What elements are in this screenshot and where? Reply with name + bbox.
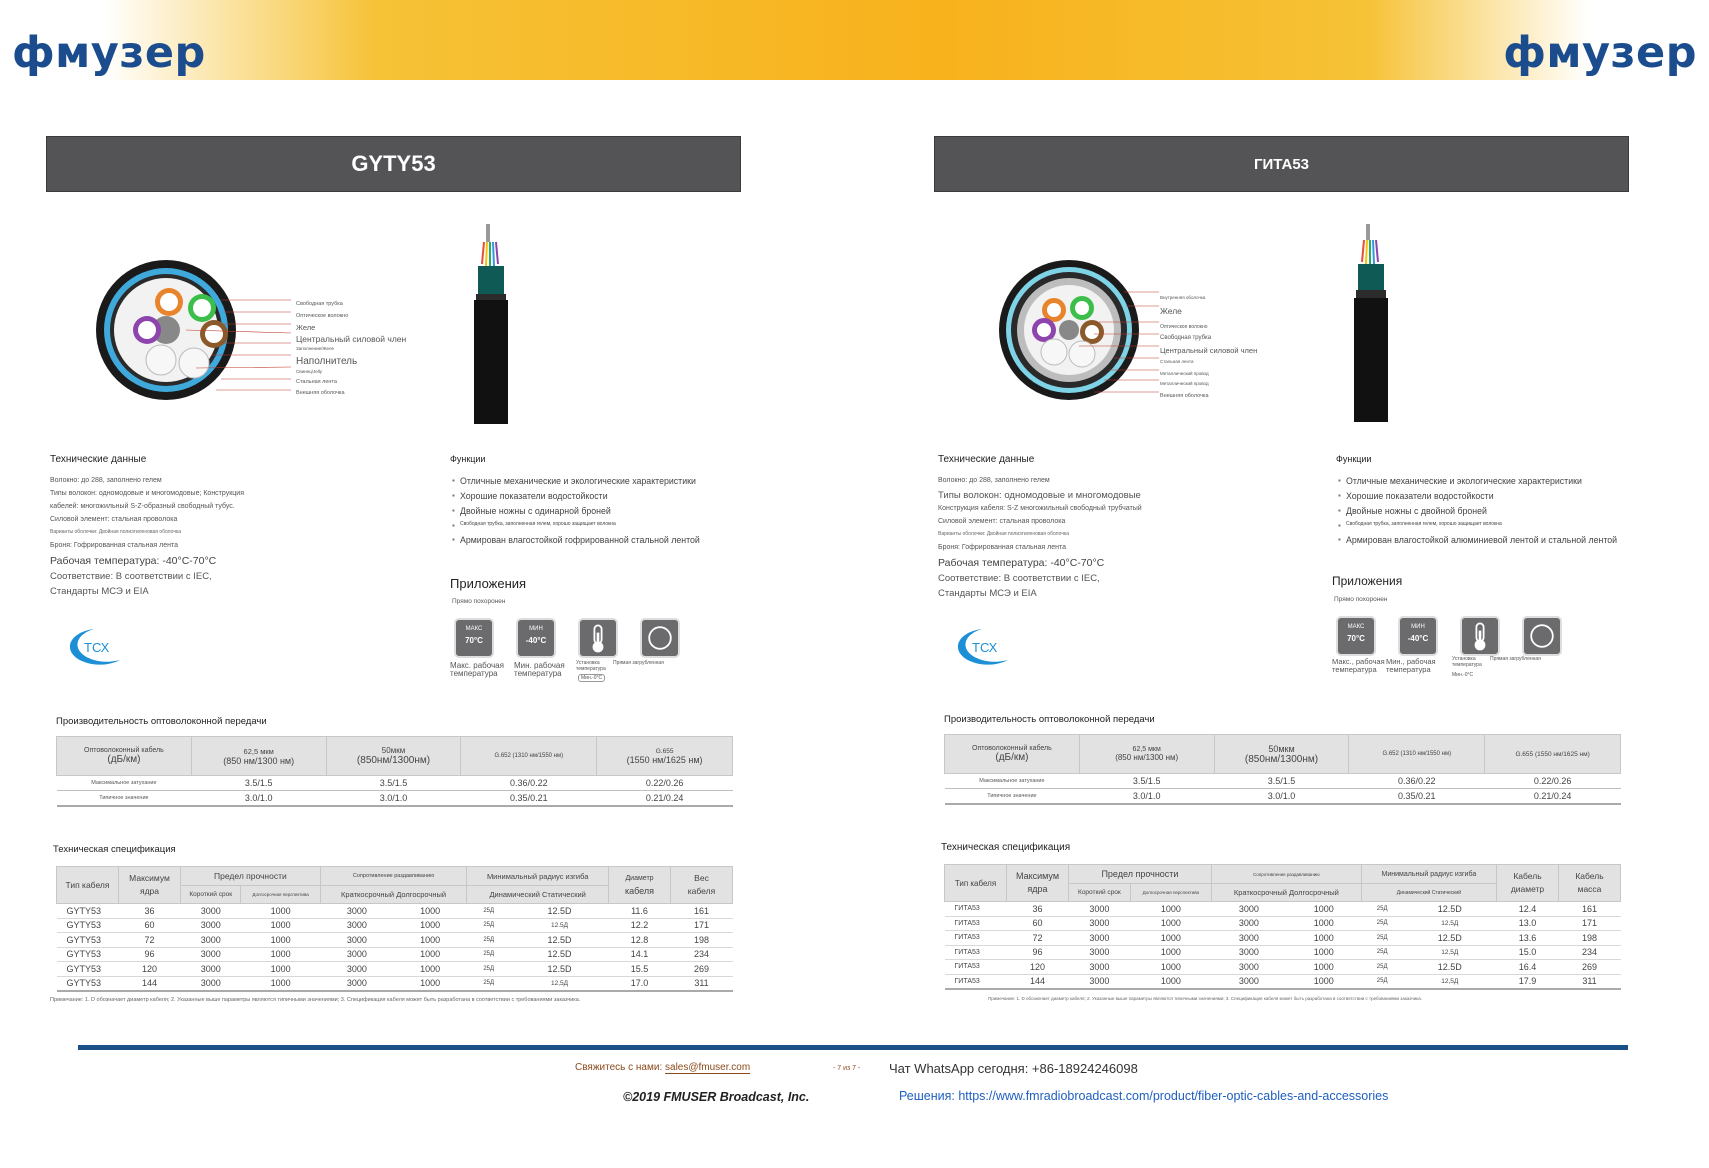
table-cell: 13.0 <box>1497 916 1559 931</box>
thermometer-icon <box>578 618 618 658</box>
table-cell: 25Д <box>1361 960 1403 975</box>
table-cell: GYTY53 <box>57 947 119 962</box>
table-cell: ГИТА53 <box>945 945 1007 960</box>
cs-label-9: Внешняя оболочка <box>1160 393 1209 399</box>
table-cell: 3000 <box>1211 931 1286 946</box>
performance-table: Оптоволоконный кабель (дБ/км) 62,5 мкм (850 нм/1300 нм) 50мкм (850нм/1300нм) G.652 (1310 нм/1550 нм) G.655 (1550 нм/1625 нм) Максимальное затухание 3.5/1.5 3.5/1.5 0.36/0.22 0.22/0.26 Типичное значение 3.0/1.0 3.0/1.0 0.35/0.21 0.21/0.24 <box>944 734 1621 805</box>
table-cell: 1000 <box>394 976 467 991</box>
table-cell: 15.5 <box>609 962 671 977</box>
table-row: Максимальное затухание 3.5/1.5 3.5/1.5 0.36/0.22 0.22/0.26 <box>57 776 733 791</box>
table-cell: 12.5D <box>1403 902 1496 917</box>
table-cell: 12.5D <box>511 962 609 977</box>
spec-line: Соответствие: В соответствии с IEC, <box>50 571 212 582</box>
table-cell: 3000 <box>1069 902 1131 917</box>
table-cell: 17.9 <box>1497 974 1559 989</box>
feature-item: ▪ Свободная трубка, заполненная гелем, хорошо защищает волокна <box>1336 521 1626 527</box>
table-cell: ГИТА53 <box>945 931 1007 946</box>
table-cell: 12.2 <box>609 918 671 933</box>
applications-subtitle: Прямо похоронен <box>1334 596 1388 603</box>
table-cell: 25Д <box>467 947 511 962</box>
product-title: GYTY53 <box>46 136 741 192</box>
cable-photo <box>456 224 526 424</box>
table-cell: 12.5D <box>511 933 609 948</box>
table-row: Типичное значение 3.0/1.0 3.0/1.0 0.35/0.21 0.21/0.24 <box>57 791 733 806</box>
table-cell: 3000 <box>320 933 393 948</box>
applications-title: Приложения <box>1332 574 1403 588</box>
table-row <box>57 962 733 977</box>
table-row <box>57 933 733 948</box>
table-cell: 12,5Д <box>1403 974 1496 989</box>
table-cell: 198 <box>671 933 733 948</box>
cs-label-3: Желе <box>296 323 316 332</box>
datasheet-page-left <box>46 136 746 1003</box>
feature-item: ▪ Отличные механические и экологические характеристики <box>1336 476 1626 486</box>
table-cell: 3000 <box>1069 945 1131 960</box>
table-cell: 25Д <box>1361 931 1403 946</box>
table-cell: 12.5D <box>1403 931 1496 946</box>
thermometer-icon <box>1460 616 1500 656</box>
table-cell: 3000 <box>181 947 241 962</box>
table-cell: 12.5Д <box>511 918 609 933</box>
table-cell: 1000 <box>1130 945 1211 960</box>
table-cell: 1000 <box>1286 974 1361 989</box>
applications-title: Приложения <box>450 576 527 591</box>
ring-icon <box>640 618 680 658</box>
table-cell: 60 <box>119 918 181 933</box>
feature-item: ▪ Хорошие показатели водостойкости <box>450 491 740 501</box>
footer-whatsapp: Чат WhatsApp сегодня: +86-18924246098 <box>889 1061 1138 1076</box>
technical-data-title: Технические данные <box>938 454 1035 465</box>
table-cell: 161 <box>1559 902 1621 917</box>
table-cell: 3000 <box>1069 960 1131 975</box>
app-caption: Установка температура <box>576 660 606 672</box>
table-footnote: Примечание: 1. D обозначает диаметр кабеля; 2. Указанные выше параметры являются типичными значениями; 3. Спецификация кабеля может быть разработана в соответствии с требованиями заказчика. <box>988 996 1422 1001</box>
table-cell: 3000 <box>1069 916 1131 931</box>
table-cell: GYTY53 <box>57 976 119 991</box>
table-cell: 120 <box>1007 960 1069 975</box>
max-temp-icon: МАКС 70°C <box>1336 616 1376 656</box>
tech-spec-title: Техническая спецификация <box>53 844 176 855</box>
spec-line: Конструкция кабеля: S-Z многожильный свободный трубчатый <box>938 505 1142 512</box>
spec-line: Варианты оболочки: Двойная полиэтиленовая оболочка <box>938 531 1070 537</box>
table-cell: 1000 <box>1286 960 1361 975</box>
spec-line: Типы волокон: одномодовые и многомодовые; Конструкция <box>50 490 244 497</box>
table-cell: 13.6 <box>1497 931 1559 946</box>
table-row <box>945 931 1621 946</box>
table-cell: 3000 <box>181 962 241 977</box>
max-temp-icon: МАКС 70°C <box>454 618 494 658</box>
cs-label-2: Желе <box>1160 306 1182 316</box>
table-cell: 1000 <box>241 947 320 962</box>
tcx-logo-text: ТСХ <box>84 640 110 655</box>
spec-line: Стандарты МСЭ и EIA <box>938 588 1037 599</box>
table-cell: 144 <box>1007 974 1069 989</box>
table-cell: 1000 <box>1130 916 1211 931</box>
header-band <box>0 0 1709 80</box>
table-cell: 144 <box>119 976 181 991</box>
cable-cross-section-diagram <box>934 230 1314 430</box>
table-cell: GYTY53 <box>57 933 119 948</box>
min-temp-icon: МИН -40°C <box>1398 616 1438 656</box>
ring-icon <box>1522 616 1562 656</box>
table-cell: ГИТА53 <box>945 960 1007 975</box>
technical-data-section <box>938 454 1318 603</box>
feature-item: ▪ Двойные ножны с двойной броней <box>1336 506 1626 516</box>
spec-line: Броня: Гофрированная стальная лента <box>50 542 178 549</box>
app-caption: Прямая загрубленная <box>613 660 664 666</box>
table-cell: ГИТА53 <box>945 916 1007 931</box>
cs-label-1: Свободная трубка <box>296 301 343 307</box>
feature-item: ▪ Отличные механические и экологические характеристики <box>450 476 740 486</box>
spec-line: Силовой элемент: стальная проволока <box>50 516 178 523</box>
table-cell: 36 <box>119 904 181 919</box>
datasheet-page-right <box>934 136 1634 1001</box>
spec-line: Волокно: до 288, заполнено гелем <box>938 477 1050 484</box>
table-row <box>945 945 1621 960</box>
performance-table: Оптоволоконный кабель (дБ/км) 62,5 мкм (850 нм/1300 нм) 50мкм (850нм/1300нм) G.652 (1310 нм/1550 нм) G.655 (1550 нм/1625 нм) Максимальное затухание 3.5/1.5 3.5/1.5 0.36/0.22 0.22/0.26 Типичное значение 3.0/1.0 3.0/1.0 0.35/0.21 0.21/0.24 <box>56 736 733 807</box>
footer-contact <box>575 1062 750 1073</box>
table-footnote: Примечание: 1. D обозначает диаметр кабеля; 2. Указанные выше параметры являются типичными значениями; 3. Спецификация кабеля может быть разработана в соответствии с требованиями заказчика. <box>50 997 581 1003</box>
table-cell: 1000 <box>1130 902 1211 917</box>
table-cell: 3000 <box>1211 974 1286 989</box>
table-row <box>945 974 1621 989</box>
cs-label-4: Свободная трубка <box>1160 335 1212 341</box>
table-cell: 36 <box>1007 902 1069 917</box>
table-cell: 3000 <box>1069 974 1131 989</box>
table-cell: 25Д <box>1361 974 1403 989</box>
table-cell: 1000 <box>241 976 320 991</box>
footer-contact-label: Свяжитесь с нами: <box>575 1062 666 1073</box>
table-row <box>57 918 733 933</box>
tcx-logo-text: ТСХ <box>972 640 998 655</box>
table-cell: 269 <box>1559 960 1621 975</box>
table-cell: 12.5D <box>1403 960 1496 975</box>
table-cell: 12.4 <box>1497 902 1559 917</box>
table-cell: 3000 <box>1211 960 1286 975</box>
footer-solutions <box>899 1089 1388 1103</box>
cs-label-9: Внешняя оболочка <box>296 390 345 396</box>
page-indicator: - 7 из 7 - <box>833 1065 861 1072</box>
feature-item: ▪ Армирован влагостойкой алюминиевой лентой и стальной лентой <box>1336 535 1626 545</box>
cable-photo <box>1336 224 1406 424</box>
spec-line: Стандарты МСЭ и EIA <box>50 586 149 597</box>
table-cell: 1000 <box>394 962 467 977</box>
table-cell: 16.4 <box>1497 960 1559 975</box>
table-cell: 1000 <box>241 933 320 948</box>
cs-label-3: Оптическое волокно <box>1160 324 1208 330</box>
feature-item: ▪ Хорошие показатели водостойкости <box>1336 491 1626 501</box>
tech-spec-table: Тип кабеля Максимум ядра Предел прочности Сопротивление раздавливанию Минимальный радиус изгиба Кабель диаметр Кабель масса Короткий срок Долгосрочная перспектива Краткосрочный Долгосрочный Динамический Статический ГИТА53 36 3000 1000 3000 1000 25Д 12.5D 12.4 161 ГИТА53 60 3000 1000 3000 1000 25Д 12,5Д 13.0 171 ГИТА53 72 3000 1000 3000 1000 25Д 12.5D 13.6 198 ГИТА53 96 3000 1000 3000 1000 25Д 12,5Д 15.0 234 ГИТА53 120 3000 1000 3000 1000 25Д 12.5D 16.4 269 ГИТА53 144 3000 1000 3000 1000 25Д 12,5Д 17.9 311 <box>944 864 1621 990</box>
app-caption: Макс., рабочая температура <box>1332 657 1385 674</box>
app-caption: Мин.-0°C <box>578 674 605 682</box>
table-cell: 269 <box>671 962 733 977</box>
table-cell: 72 <box>1007 931 1069 946</box>
table-cell: 25Д <box>467 918 511 933</box>
spec-line: Волокно: до 288, заполнено гелем <box>50 477 162 484</box>
cs-label-6: Стальная лента <box>1160 359 1194 364</box>
table-cell: 1000 <box>1130 931 1211 946</box>
table-cell: 1000 <box>1286 916 1361 931</box>
table-cell: ГИТА53 <box>945 974 1007 989</box>
spec-line: Варианты оболочки: Двойная полиэтиленовая оболочка <box>50 529 182 535</box>
performance-title: Производительность оптоволоконной передачи <box>56 716 267 727</box>
table-cell: 120 <box>119 962 181 977</box>
features-section <box>450 454 740 550</box>
table-cell: 3000 <box>181 933 241 948</box>
technical-data-section <box>50 454 430 601</box>
table-row <box>57 976 733 991</box>
table-cell: 25Д <box>467 933 511 948</box>
footer-solutions-link[interactable]: https://www.fmradiobroadcast.com/product/fiber-optic-cables-and-accessories <box>958 1089 1389 1103</box>
table-cell: ГИТА53 <box>945 902 1007 917</box>
spec-line: Броня: Гофрированная стальная лента <box>938 544 1066 551</box>
footer-copyright: ©2019 FMUSER Broadcast, Inc. <box>623 1090 810 1104</box>
table-cell: 72 <box>119 933 181 948</box>
footer-divider <box>78 1045 1628 1050</box>
spec-line: Рабочая температура: -40°C-70°C <box>50 555 217 567</box>
table-cell: 1000 <box>1130 974 1211 989</box>
table-row <box>945 902 1621 917</box>
table-cell: 1000 <box>394 904 467 919</box>
table-cell: 234 <box>1559 945 1621 960</box>
table-cell: 171 <box>671 918 733 933</box>
feature-item: ▪ Свободная трубка, заполненная гелем, хорошо защищает волокна <box>450 521 740 527</box>
table-cell: 12.5D <box>511 904 609 919</box>
technical-data-title: Технические данные <box>50 454 147 465</box>
table-cell: 25Д <box>1361 902 1403 917</box>
app-caption: Мин.-0°C <box>1452 672 1474 678</box>
table-cell: 1000 <box>394 947 467 962</box>
feature-item: ▪ Двойные ножны с одинарной броней <box>450 506 740 516</box>
table-cell: 25Д <box>1361 916 1403 931</box>
table-cell: GYTY53 <box>57 918 119 933</box>
table-cell: 3000 <box>1211 902 1286 917</box>
cs-label-1: Внутренняя оболочка <box>1160 295 1206 300</box>
table-cell: 12.8 <box>609 933 671 948</box>
table-cell: GYTY53 <box>57 904 119 919</box>
table-cell: 12.5D <box>511 947 609 962</box>
table-cell: 1000 <box>1286 931 1361 946</box>
table-row: Максимальное затухание 3.5/1.5 3.5/1.5 0.36/0.22 0.22/0.26 <box>945 774 1621 789</box>
table-cell: 60 <box>1007 916 1069 931</box>
table-cell: 15.0 <box>1497 945 1559 960</box>
table-cell: 1000 <box>241 918 320 933</box>
cs-label-2: Оптическое волокно <box>296 313 349 319</box>
table-cell: 12,5Д <box>1403 916 1496 931</box>
table-cell: 311 <box>1559 974 1621 989</box>
cable-cross-section-diagram <box>46 230 426 430</box>
table-cell: 3000 <box>181 904 241 919</box>
table-row: Типичное значение 3.0/1.0 3.0/1.0 0.35/0.21 0.21/0.24 <box>945 789 1621 804</box>
app-caption: Мин. рабочая температура <box>514 661 565 678</box>
table-cell: 3000 <box>320 962 393 977</box>
table-cell: 14.1 <box>609 947 671 962</box>
table-cell: 25Д <box>1361 945 1403 960</box>
app-caption: Прямая загрубленная <box>1490 656 1541 662</box>
table-cell: 1000 <box>1130 960 1211 975</box>
table-cell: 3000 <box>1069 931 1131 946</box>
table-cell: 234 <box>671 947 733 962</box>
tcx-logo <box>942 626 1012 668</box>
table-row <box>57 904 733 919</box>
spec-line: Силовой элемент: стальная проволока <box>938 518 1066 525</box>
table-cell: 25Д <box>467 962 511 977</box>
cs-label-6: Наполнитель <box>296 356 358 367</box>
cs-label-7: Металлический провод <box>1160 371 1209 376</box>
table-cell: 1000 <box>394 933 467 948</box>
tcx-logo <box>54 626 124 668</box>
spec-line: Рабочая температура: -40°C-70°C <box>938 557 1105 569</box>
table-cell: 11.6 <box>609 904 671 919</box>
app-caption: Установка температура <box>1452 656 1482 668</box>
table-cell: 1000 <box>394 918 467 933</box>
table-cell: 3000 <box>320 976 393 991</box>
table-cell: 1000 <box>1286 902 1361 917</box>
applications-subtitle: Прямо похоронен <box>452 598 506 605</box>
app-caption: Мин., рабочая температура <box>1386 657 1436 674</box>
cs-label-5: Заполнение/Желе <box>296 346 335 351</box>
table-cell: 3000 <box>1211 945 1286 960</box>
tech-spec-table: Тип кабеля Максимум ядра Предел прочности Сопротивление раздавливанию Минимальный радиус изгиба Диаметр кабеля Вес кабеля Короткий срок Долгосрочная перспектива Краткосрочный Долгосрочный Динамический Статический GYTY53 36 3000 1000 3000 1000 25Д 12.5D 11.6 161 GYTY53 60 3000 1000 3000 1000 25Д 12.5Д 12.2 171 GYTY53 72 3000 1000 3000 1000 25Д 12.5D 12.8 198 GYTY53 96 3000 1000 3000 1000 25Д 12.5D 14.1 234 GYTY53 120 3000 1000 3000 1000 25Д 12.5D 15.5 269 GYTY53 144 3000 1000 3000 1000 25Д 12,5Д 17.0 311 <box>56 866 733 992</box>
min-temp-icon: МИН -40°C <box>516 618 556 658</box>
cs-label-8: Стальная лента <box>296 379 337 385</box>
table-cell: GYTY53 <box>57 962 119 977</box>
table-cell: 96 <box>119 947 181 962</box>
footer-email-link[interactable]: sales@fmuser.com <box>665 1062 751 1073</box>
table-cell: 25Д <box>467 904 511 919</box>
spec-line: кабелей: многожильный S-Z-образный свободный тубус. <box>50 503 235 510</box>
table-cell: 1000 <box>1286 945 1361 960</box>
table-cell: 12,5Д <box>1403 945 1496 960</box>
table-cell: 1000 <box>241 962 320 977</box>
table-cell: 25Д <box>467 976 511 991</box>
tech-spec-title: Техническая спецификация <box>941 842 1071 853</box>
table-cell: 161 <box>671 904 733 919</box>
cs-label-5: Центральный силовой член <box>1160 346 1258 355</box>
features-title: Функции <box>450 454 486 464</box>
table-cell: 3000 <box>181 976 241 991</box>
table-cell: 96 <box>1007 945 1069 960</box>
spec-line: Соответствие: В соответствии с IEC, <box>938 573 1100 584</box>
cs-label-7: Свинец/Jelly <box>296 369 322 374</box>
features-section <box>1336 454 1626 550</box>
brand-logo-right: фмузер <box>1503 28 1697 78</box>
features-title: Функции <box>1336 454 1372 464</box>
table-cell: 17.0 <box>609 976 671 991</box>
table-row <box>945 916 1621 931</box>
table-cell: 12,5Д <box>511 976 609 991</box>
table-cell: 3000 <box>320 918 393 933</box>
table-cell: 3000 <box>320 947 393 962</box>
table-row <box>945 960 1621 975</box>
table-cell: 311 <box>671 976 733 991</box>
performance-title: Производительность оптоволоконной передачи <box>944 714 1155 725</box>
table-row <box>57 947 733 962</box>
table-cell: 171 <box>1559 916 1621 931</box>
table-cell: 3000 <box>181 918 241 933</box>
feature-item: ▪ Армирован влагостойкой гофрированной стальной лентой <box>450 535 740 545</box>
cs-label-4: Центральный силовой член <box>296 334 407 344</box>
table-cell: 198 <box>1559 931 1621 946</box>
brand-logo-left: фмузер <box>12 28 206 78</box>
product-title: ГИТА53 <box>934 136 1629 192</box>
spec-line: Типы волокон: одномодовые и многомодовые <box>938 490 1141 501</box>
cs-label-8: Металлический провод <box>1160 381 1209 386</box>
table-cell: 1000 <box>241 904 320 919</box>
app-caption: Макс. рабочая температура <box>450 661 504 678</box>
footer-solutions-label: Решения: <box>899 1089 959 1103</box>
table-cell: 3000 <box>1211 916 1286 931</box>
table-cell: 3000 <box>320 904 393 919</box>
